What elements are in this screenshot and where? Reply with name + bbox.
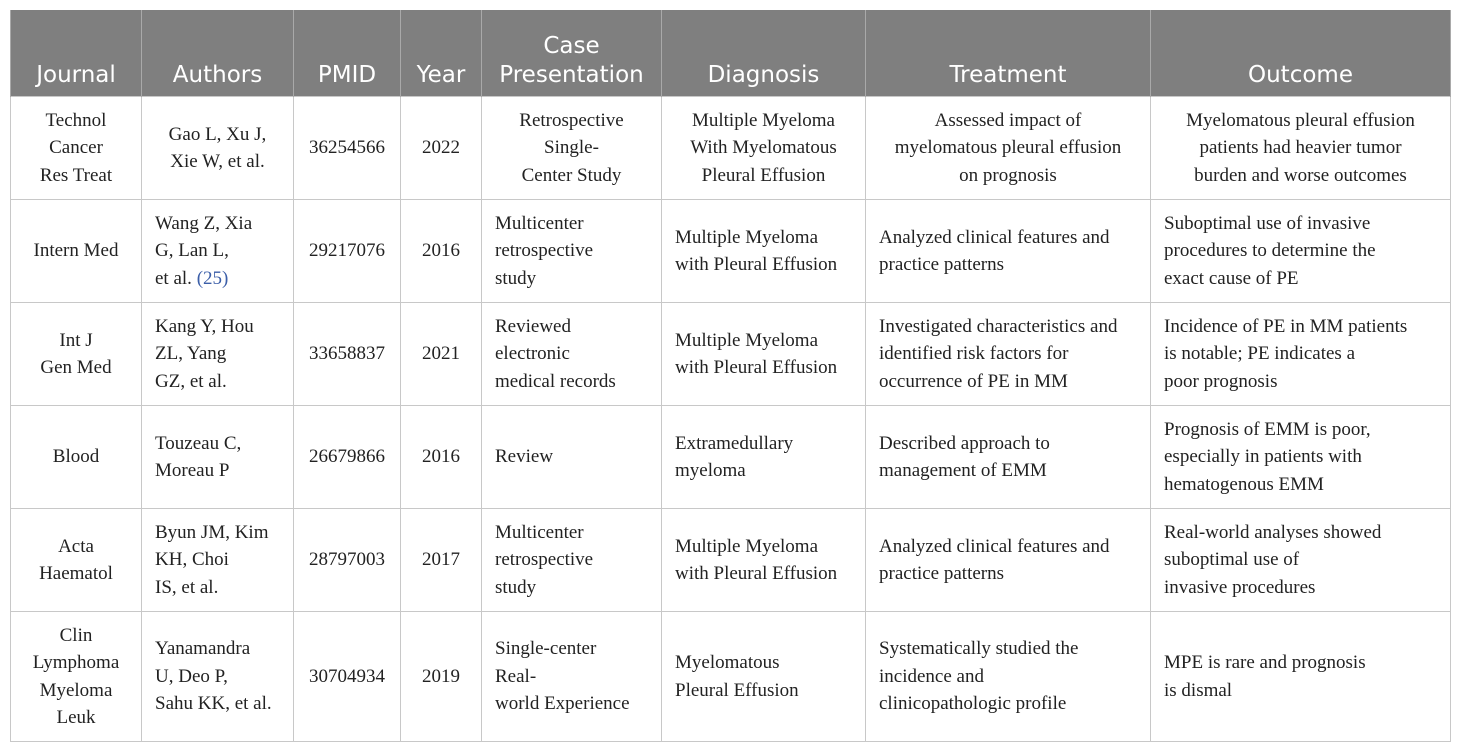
cell-treatment [866,509,1151,612]
table-row [11,303,1451,406]
cell-line: Leuk [56,707,96,728]
cell-line: clinicopathologic profile [879,693,1067,715]
cell-authors [142,200,294,303]
cell-line: Retrospective [519,109,624,131]
header-authors: Authors [142,10,294,97]
cell-line: Blood [52,446,100,468]
cell-journal [11,97,142,200]
cell-case-presentation [482,406,662,509]
cell-line: identified risk factors for [879,343,1069,365]
cell-authors [142,509,294,612]
cell-line: especially in patients with [1164,446,1362,468]
cell-line: practice patterns [879,254,1005,275]
cell-outcome [1151,509,1451,612]
cell-line: is dismal [1164,679,1233,701]
cell-line: Gao L, Xu J, [168,123,267,145]
cell-line: GZ, et al. [155,370,227,392]
cell-line: G, Lan L, [155,240,229,262]
cell-line: Yanamandra [155,638,251,660]
cell-line: myelomatous pleural effusion [894,137,1122,159]
header-case-line: Presentation [499,62,644,88]
cell-line: study [495,267,537,289]
cell-line: Real-world analyses showed [1164,521,1382,543]
cell-pmid: 33658837 [294,303,401,406]
cell-line: MPE is rare and prognosis [1164,652,1366,673]
table-row [11,97,1451,200]
cell-case-presentation [482,200,662,303]
cell-pmid: 29217076 [294,200,401,303]
cell-line: Gen Med [40,357,112,378]
cell-line: ZL, Yang [155,343,227,365]
cell-diagnosis [662,612,866,742]
cell-outcome [1151,97,1451,200]
cell-outcome [1151,303,1451,406]
header-treatment: Treatment [866,10,1151,97]
cell-line: Multiple Myeloma [675,226,819,248]
cell-line: Cancer [49,137,103,159]
cell-line: Suboptimal use of invasive [1164,212,1371,234]
header-journal: Journal [11,10,142,97]
cell-line: IS, et al. [155,576,219,598]
cell-text: et al. [155,267,197,289]
cell-line: Multicenter [495,212,584,234]
cell-line: Described approach to [879,432,1050,454]
cell-line: Single- [544,137,599,159]
header-case-presentation [482,10,662,97]
cell-line: Myelomatous pleural effusion [1186,109,1415,131]
cell-line-with-ref [155,265,280,293]
cell-line: incidence and [879,665,984,687]
cell-line: Xie W, et al. [170,151,265,172]
table-row [11,200,1451,303]
cell-year: 2016 [401,200,482,303]
cell-authors [142,406,294,509]
cell-case-presentation [482,509,662,612]
header-row [11,10,1451,97]
header-outcome: Outcome [1151,10,1451,97]
cell-journal [11,406,142,509]
cell-line: patients had heavier tumor [1199,137,1402,159]
literature-table [10,10,1451,742]
cell-line: Multiple Myeloma [691,109,835,131]
cell-treatment [866,303,1151,406]
cell-case-presentation [482,97,662,200]
cell-line: Assessed impact of [934,109,1082,131]
cell-journal [11,303,142,406]
cell-line: Pleural Effusion [675,679,799,701]
cell-journal [11,612,142,742]
cell-outcome [1151,200,1451,303]
cell-line: Multicenter [495,521,584,543]
cell-diagnosis [662,303,866,406]
cell-outcome [1151,406,1451,509]
reference-link[interactable]: (25) [196,267,229,289]
cell-line: Touzeau C, [155,432,242,454]
cell-line: Real- [495,665,537,687]
cell-line: invasive procedures [1164,576,1316,598]
cell-year: 2022 [401,97,482,200]
cell-line: Investigated characteristics and [879,315,1118,337]
cell-case-presentation [482,303,662,406]
cell-authors [142,303,294,406]
cell-treatment [866,406,1151,509]
cell-line: Res Treat [39,164,113,186]
cell-line: with Pleural Effusion [675,254,838,275]
cell-line: is notable; PE indicates a [1164,343,1356,365]
cell-line: burden and worse outcomes [1194,164,1407,186]
cell-line: Prognosis of EMM is poor, [1164,418,1371,440]
cell-line: on prognosis [959,164,1057,186]
header-case-line: Case [543,33,600,59]
cell-line: Systematically studied the [879,638,1079,660]
cell-line: Moreau P [155,460,230,481]
cell-diagnosis [662,406,866,509]
cell-line: U, Deo P, [155,665,228,687]
table-row [11,612,1451,742]
cell-year: 2019 [401,612,482,742]
table-container [10,10,1450,742]
cell-line: KH, Choi [155,549,229,571]
cell-line: retrospective [495,549,594,571]
cell-line: Sahu KK, et al. [155,693,272,715]
cell-line: Review [495,446,554,468]
header-year: Year [401,10,482,97]
cell-line: management of EMM [879,460,1047,481]
header-diagnosis: Diagnosis [662,10,866,97]
table-row [11,509,1451,612]
cell-year: 2016 [401,406,482,509]
cell-line: Byun JM, Kim [155,521,269,543]
cell-year: 2017 [401,509,482,612]
cell-line: Extramedullary [675,432,794,454]
cell-line: Multiple Myeloma [675,535,819,557]
cell-line: retrospective [495,240,594,262]
cell-outcome [1151,612,1451,742]
cell-line: with Pleural Effusion [675,357,838,378]
cell-case-presentation [482,612,662,742]
cell-line: Lymphoma [32,652,120,673]
cell-line: Center Study [521,164,622,186]
cell-diagnosis [662,509,866,612]
cell-pmid: 28797003 [294,509,401,612]
cell-line: Analyzed clinical features and [879,535,1110,557]
cell-line: electronic [495,343,570,365]
cell-treatment [866,612,1151,742]
cell-line: hematogenous EMM [1164,473,1324,495]
cell-line: myeloma [675,460,746,481]
cell-line: Haematol [39,563,113,584]
cell-line: Kang Y, Hou [155,315,254,337]
cell-line: With Myelomatous [690,137,837,159]
cell-line: Clin [59,624,93,646]
cell-line: exact cause of PE [1164,267,1299,289]
cell-line: Multiple Myeloma [675,329,819,351]
cell-line: practice patterns [879,563,1005,584]
cell-line: Intern Med [33,240,119,262]
header-pmid: PMID [294,10,401,97]
cell-line: Myelomatous [675,652,780,673]
cell-pmid: 30704934 [294,612,401,742]
cell-line: Myeloma [39,679,113,701]
cell-treatment [866,97,1151,200]
cell-line: Acta [58,535,94,557]
cell-diagnosis [662,97,866,200]
cell-line: Wang Z, Xia [155,212,253,234]
cell-pmid: 36254566 [294,97,401,200]
cell-authors [142,97,294,200]
cell-line: poor prognosis [1164,370,1278,392]
cell-line: medical records [495,370,616,392]
cell-line: Int J [59,329,93,351]
table-row [11,406,1451,509]
cell-line: Single-center [495,638,597,660]
cell-year: 2021 [401,303,482,406]
cell-pmid: 26679866 [294,406,401,509]
cell-line: Technol [45,109,107,131]
cell-diagnosis [662,200,866,303]
cell-line: Analyzed clinical features and [879,226,1110,248]
cell-line: with Pleural Effusion [675,563,838,584]
cell-treatment [866,200,1151,303]
cell-line: occurrence of PE in MM [879,370,1068,392]
cell-line: study [495,576,537,598]
cell-line: Incidence of PE in MM patients [1164,315,1408,337]
cell-line: procedures to determine the [1164,240,1376,262]
cell-journal [11,200,142,303]
cell-line: Pleural Effusion [701,164,826,186]
cell-line: world Experience [495,693,630,715]
cell-line: suboptimal use of [1164,549,1300,571]
cell-journal [11,509,142,612]
cell-line: Reviewed [495,315,571,337]
cell-authors [142,612,294,742]
